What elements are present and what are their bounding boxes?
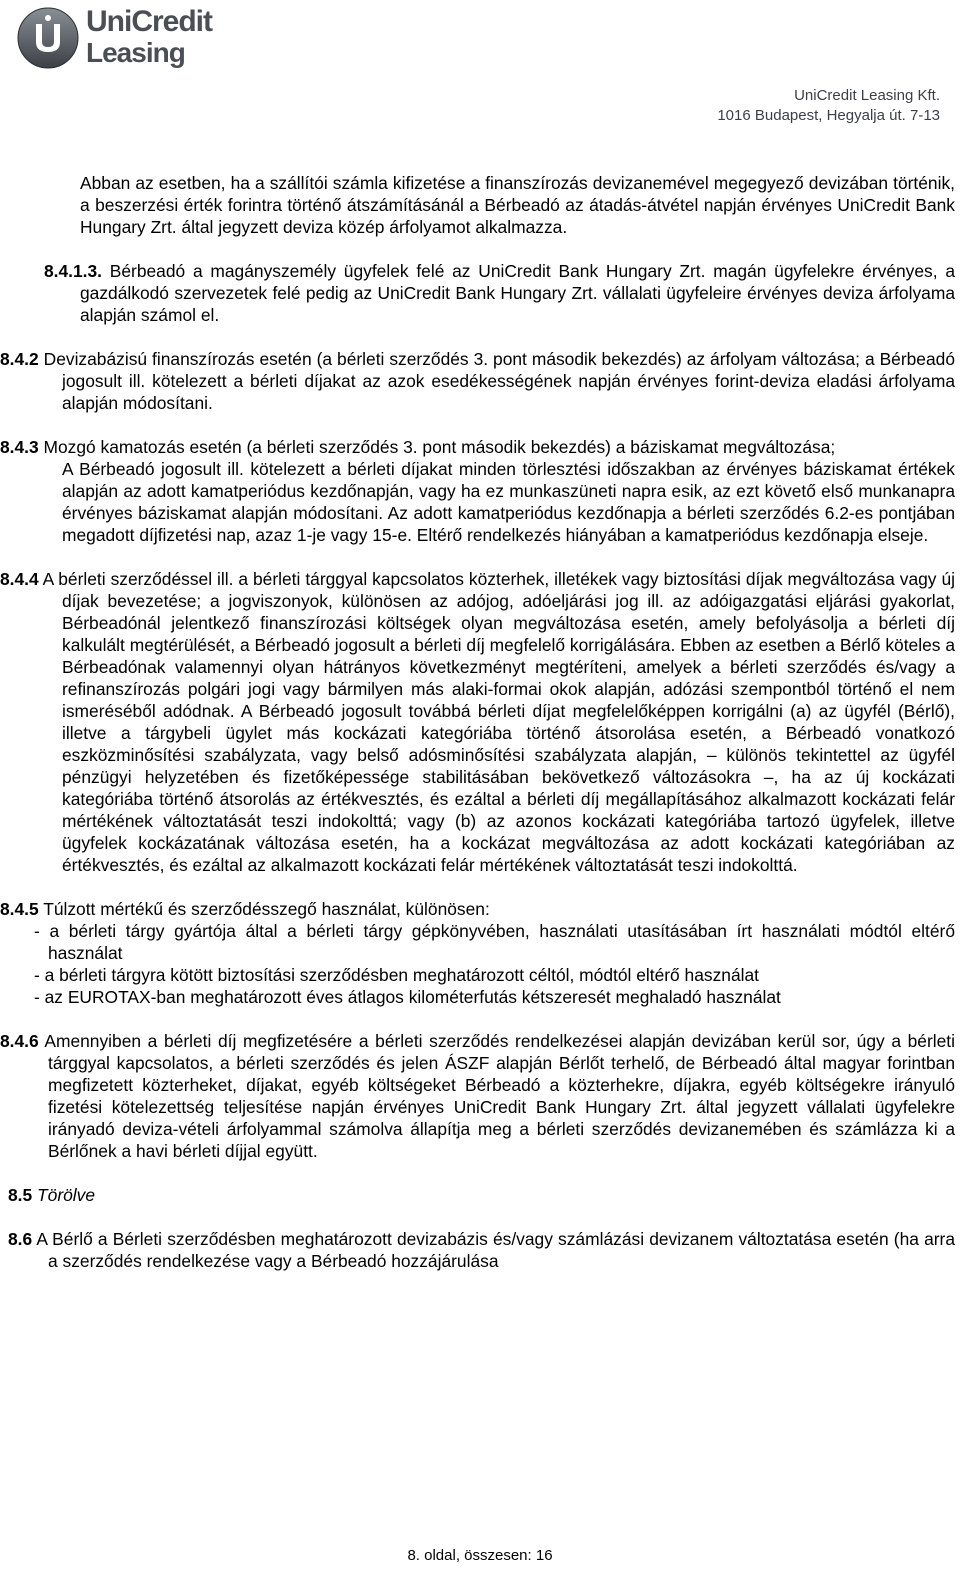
- section-number: 8.4.6: [0, 1031, 39, 1051]
- intro-paragraph: Abban az esetben, ha a szállítói számla kifizetése a finanszírozás devizanemével megegyező devizában történik, a beszerzési érték forintra történő átszámításánál a Bérbeadó az átadás-átvétel napján érvényes UniCredit Bank Hungary Zrt. által jegyzett deviza közép árfolyamot alkalmazza.: [80, 173, 955, 237]
- company-name: UniCredit Leasing Kft.: [794, 87, 940, 104]
- section-8-4-6: [0, 1030, 955, 1162]
- section-text: A bérleti szerződéssel ill. a bérleti tárggyal kapcsolatos közterhek, illetékek vagy biztosítási díjak megváltozása vagy új díjak bevezetése; a jogviszonyok, különösen az adójog, adóeljárási jog ill. az adóigazgatási eljárási gyakorlat, Bérbeadónál jelentkező finanszírozási költségek olyan megváltozása esetén, amely befolyásolja a bérleti díj kalkulált megtérülését, a Bérbeadó jogosult a bérleti díj megfelelő korrigálására. Ebben az esetben a Bérlő köteles a Bérbeadónak valamennyi olyan hátrányos következményt megtéríteni, amelyek a bérleti szerződés és/vagy a refinanszírozás polgári jogi vagy bármilyen más alaki-formai okok alapján, adózási szempontból történő el nem ismeréséből adódnak. A Bérbeadó jogosult továbbá bérleti díjat megfelelőképpen korrigálni (a) az ügyfél (Bérlő), illetve a tárgybeli ügylet más kockázati kategóriába történő átsorolása esetén, a Bérbeadó vonatkozó eszközminősítési szabályzata, vagy belső adósminősítési szabályzata alapján, – különös tekintettel az ügyfél pénzügyi helyzetében és fizetőképessége stabilitásában bekövetkező változásokra –, ha az új kockázati kategóriába történő átsorolás az értékvesztés, és ezáltal a bérleti díj megállapításához alkalmazott kockázati felár mértékének változtatását teszi indokolttá; vagy (b) az azonos kockázati kategóriába tartozó ügyfelek, illetve ügyfelek kockázatának változása esetén, ha a kockázat megváltozása az adott kockázati kategóriában az értékvesztés, és ezáltal az alkalmazott kockázati felár mértékének változtatását teszi indokolttá.: [38, 569, 955, 875]
- list-item: - a bérleti tárgyra kötött biztosítási szerződésben meghatározott céltól, módtól eltérő használat: [34, 965, 759, 985]
- document-body: [0, 172, 955, 1272]
- section-number: 8.4.2: [0, 349, 39, 369]
- section-text: Devizabázisú finanszírozás esetén (a bérleti szerződés 3. pont második bekezdés) az árfolyam változása; a Bérbeadó jogosult ill. kötelezett a bérleti díjakat az azok esedékességének napján érvényes forint-deviza eladási árfolyama alapján módosítani.: [38, 349, 955, 413]
- section-text: A Bérlő a Bérleti szerződésben meghatározott devizabázis és/vagy számlázási devizanem változtatása esetén (ha arra a szerződés rendelkezése vagy a Bérbeadó hozzájárulása: [32, 1229, 955, 1271]
- section-8-4-5: [0, 898, 955, 1008]
- section-number: 8.4.1.3.: [44, 261, 103, 281]
- section-number: 8.6: [8, 1229, 33, 1249]
- logo-text-leasing: Leasing: [86, 37, 185, 68]
- section-number: 8.4.5: [0, 899, 39, 919]
- section-number: 8.5: [8, 1185, 33, 1205]
- section-text: Bérbeadó a magányszemély ügyfelek felé az UniCredit Bank Hungary Zrt. magán ügyfelekre érvényes, a gazdálkodó szervezetek felé pedig az UniCredit Bank Hungary Zrt. vállalati ügyfeleire érvényes deviza árfolyama alapján számol el.: [80, 261, 955, 325]
- section-text: Törölve: [37, 1185, 96, 1205]
- section-text: Mozgó kamatozás esetén (a bérleti szerződés 3. pont második bekezdés) a báziskamat megváltozása;: [38, 437, 836, 457]
- section-text-continued: A Bérbeadó jogosult ill. kötelezett a bérleti díjakat minden törlesztési időszakban az érvényes báziskamat értékek alapján az adott kamatperiódus kezdőnapján, vagy ha ez munkaszüneti napra esik, az ezt követő első munkanapra érvényes báziskamat alapján módosítani. Az adott kamatperiódus kezdőnapja a bérleti szerződés 6.2-es pontjában megadott díjfizetési nap, azaz 1-je vagy 15-e. Eltérő rendelkezés hiányában a kamatperiódus kezdőnapja elseje.: [62, 459, 955, 545]
- section-text: Túlzott mértékű és szerződésszegő használat, különösen:: [38, 899, 490, 919]
- section-text: Amennyiben a bérleti díj megfizetésére a bérleti szerződés rendelkezései alapján devizában kerül sor, úgy a bérleti tárggyal kapcsolatos, a bérleti szerződés és jelen ÁSZF alapján Bérlőt terhelő, de Bérbeadó által magyar forintban megfizetett közterheket, díjakat, egyéb költségeket Bérbeadó a közterhekre, díjakra, egyéb költségekre irányuló fizetési kötelezettség teljesítése napján érvényes UniCredit Bank Hungary Zrt. által jegyzett vállalati ügyfelekre irányadó deviza-vételi árfolyammal számolva állapítja meg a bérleti szerződés devizanemében és számlázza ki a Bérlőnek a havi bérleti díjjal együtt.: [38, 1031, 955, 1161]
- list-item: - a bérleti tárgy gyártója által a bérleti tárgy gépkönyvében, használati utasításában írt használati módtól eltérő használat: [34, 921, 955, 963]
- logo-text-unicredit: UniCredit: [86, 5, 212, 38]
- section-number: 8.4.3: [0, 437, 39, 457]
- company-address-block: [717, 86, 940, 126]
- section-8-4-4: [0, 568, 955, 876]
- list-item: - az EUROTAX-ban meghatározott éves átlagos kilométerfutás kétszeresét meghaladó használat: [34, 987, 781, 1007]
- section-8-4-3: [0, 436, 955, 546]
- section-8-4-1-3: [44, 260, 955, 326]
- section-8-4-2: [0, 348, 955, 414]
- section-8-6: [8, 1228, 955, 1272]
- section-number: 8.4.4: [0, 569, 39, 589]
- company-logo: [14, 4, 234, 74]
- company-address: 1016 Budapest, Hegyalja út. 7-13: [717, 107, 940, 124]
- page-footer: 8. oldal, összesen: 16: [407, 1547, 553, 1564]
- section-8-5: [8, 1184, 955, 1206]
